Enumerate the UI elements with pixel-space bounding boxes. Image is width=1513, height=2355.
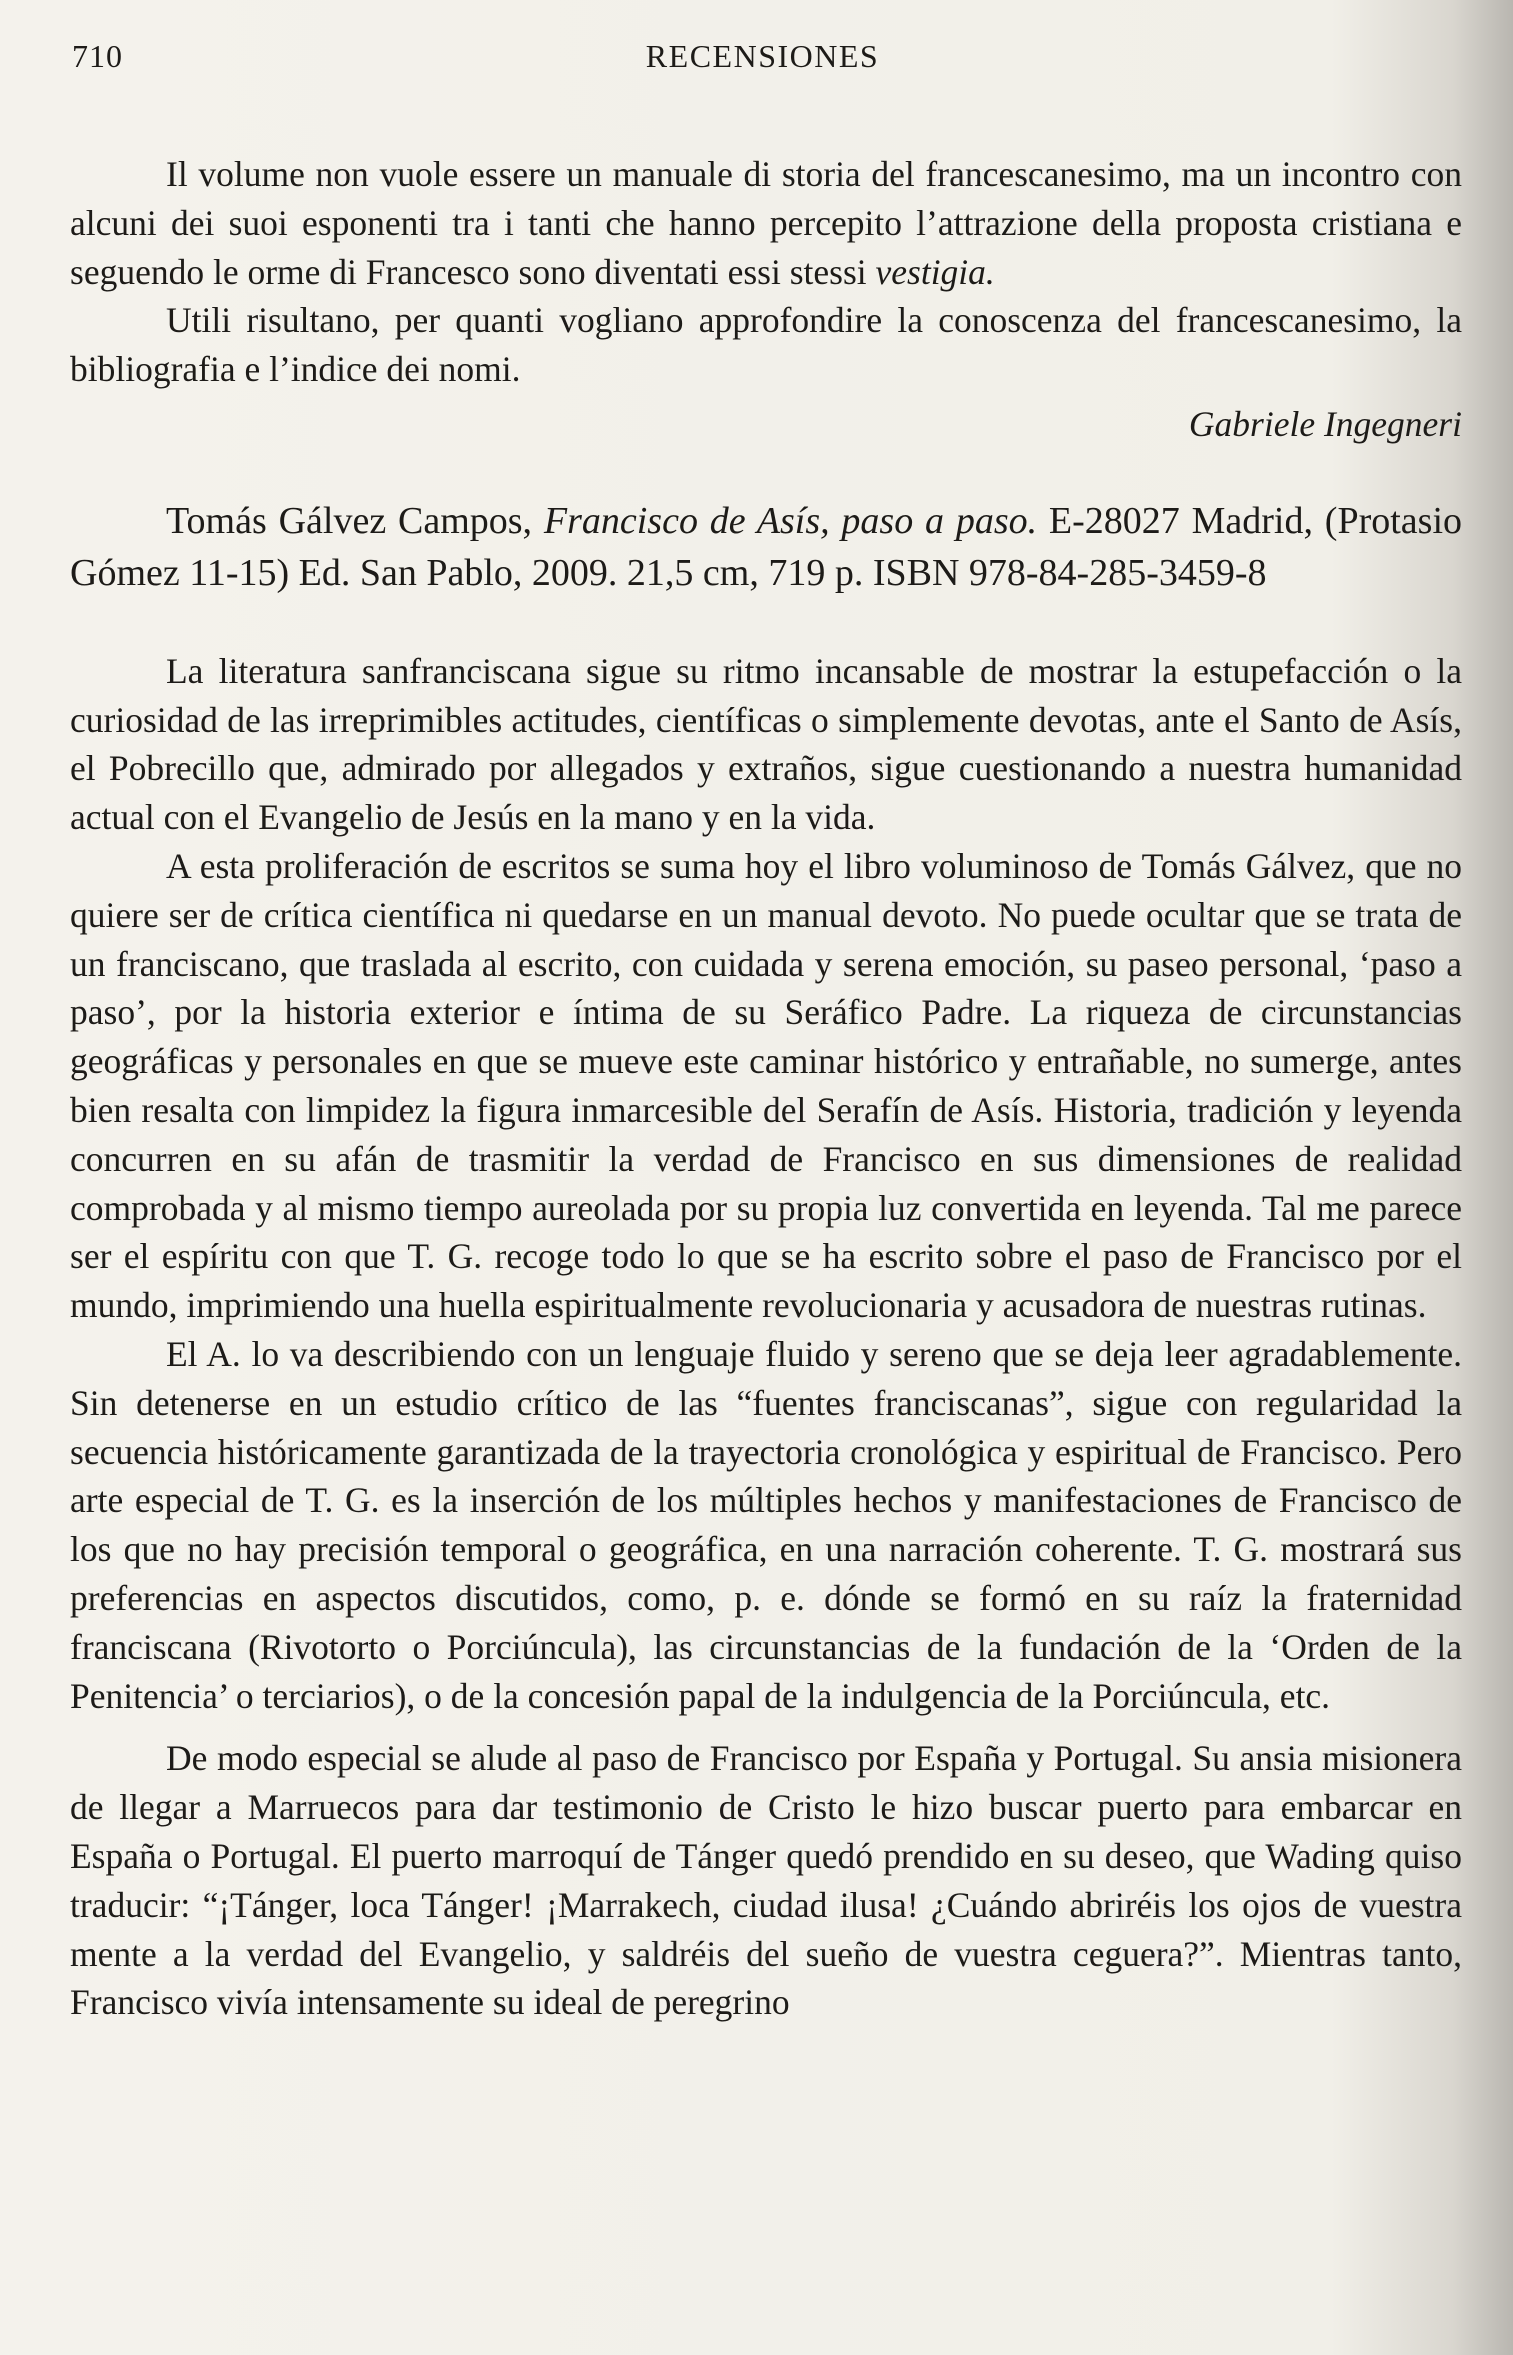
review1-paragraph-1-italic: vestigia. <box>875 251 995 292</box>
review2-paragraph-4: De modo especial se alude al paso de Francisco por España y Portugal. Su ansia misionera de llegar a Marruecos para dar testimonio de Cristo le hizo buscar puerto para embarcar en España o Portugal. El puerto marroquí de Tánger quedó prendido en su deseo, que Wading quiso traducir: “¡Tánger, loca Tánger! ¡Marrakech, ciudad ilusa! ¿Cuándo abriréis los ojos de vuestra mente a la verdad del Evangelio, y saldréis del sueño de vuestra ceguera?”. Mientras tanto, Francisco vivía intensamente su ideal de peregrino <box>70 1738 1462 2023</box>
citation-details: E-28027 Madrid, (Protasio Gómez 11-15) Ed. San Pablo, 2009. 21,5 cm, 719 p. ISBN 978-84-285-3459-8 <box>70 499 1463 594</box>
page-number: 710 <box>72 38 123 74</box>
page-header <box>72 38 1453 88</box>
book-citation <box>70 495 1462 599</box>
review2-paragraph-1: La literatura sanfranciscana sigue su ritmo incansable de mostrar la estupefacción o la curiosidad de las irreprimibles actitudes, científicas o simplemente devotas, ante el Santo de Asís, el Pobrecillo que, admirado por allegados y extraños, sigue cuestionando a nuestra humanidad actual con el Evangelio de Jesús en la mano y en la vida. <box>70 650 1462 838</box>
review1-paragraph-2: Utili risultano, per quanti vogliano approfondire la conoscenza del francescanesimo, la bibliografia e l’indice dei nomi. <box>70 300 1462 390</box>
reviewer-signature: Gabriele Ingegneri <box>1188 403 1462 444</box>
review1-paragraph-1-text: Il volume non vuole essere un manuale di storia del francescanesimo, ma un incontro con alcuni dei suoi esponenti tra i tanti che hanno percepito l’attrazione della proposta cristiana e seguendo le orme di Francesco sono diventati essi stessi <box>70 154 1462 292</box>
review2-paragraph-3: El A. lo va describiendo con un lenguaje fluido y sereno que se deja leer agradablemente. Sin detenerse en un estudio crítico de las “fuentes franciscanas”, sigue con regularidad la secuencia históricamente garantizada de la trayectoria cronológica y espiritual de Francisco. Pero arte especial de T. G. es la inserción de los múltiples hechos y manifestaciones de Francisco de los que no hay precisión temporal o geográfica, en una narración coherente. T. G. mostrará sus preferencias en aspectos discutidos, como, p. e. dónde se formó en su raíz la fraternidad franciscana (Rivotorto o Porciúncula), las circunstancias de la fundación de la ‘Orden de la Penitencia’ o terciarios), o de la concesión papal de la indulgencia de la Porciúncula, etc. <box>70 1333 1462 1716</box>
review1-paragraph-1 <box>70 150 1462 296</box>
spacer <box>70 1720 1462 1734</box>
page-body <box>70 150 1462 2027</box>
review2-paragraph-2: A esta proliferación de escritos se suma hoy el libro voluminoso de Tomás Gálvez, que no quiere ser de crítica científica ni quedarse en un manual devoto. No puede ocultar que se trata de un franciscano, que traslada al escrito, con cuidada y serena emoción, su paseo personal, ‘paso a paso’, por la historia exterior e íntima de su Seráfico Padre. La riqueza de circunstancias geográficas y personales en que se mueve este caminar histórico y entrañable, no sumerge, antes bien resalta con limpidez la figura inmarcesible del Serafín de Asís. Historia, tradición y leyenda concurren en su afán de trasmitir la verdad de Francisco en sus dimensiones de realidad comprobada y al mismo tiempo aureolada por su propia luz convertida en leyenda. Tal me parece ser el espíritu con que T. G. recoge todo lo que se ha escrito sobre el paso de Francisco por el mundo, imprimiendo una huella espiritualmente revolucionaria y acusadora de nuestras rutinas. <box>70 845 1462 1326</box>
spacer <box>70 599 1462 647</box>
citation-title: Francisco de Asís, paso a paso. <box>543 499 1038 542</box>
spacer <box>70 449 1462 495</box>
citation-author: Tomás Gálvez Campos, <box>166 499 544 542</box>
running-head: RECENSIONES <box>645 38 880 74</box>
